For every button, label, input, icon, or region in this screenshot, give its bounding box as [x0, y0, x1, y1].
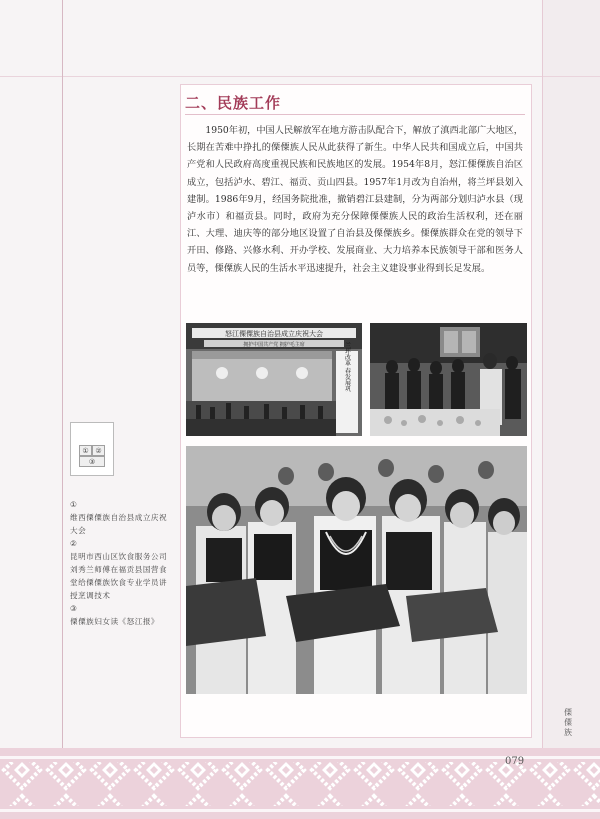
caption-number-2: ② [70, 539, 78, 548]
diagram-cell-3: ③ [79, 456, 105, 467]
banner-text: 怒江傈僳族自治县成立庆祝大会 [225, 330, 323, 338]
photo-founding-ceremony [186, 323, 362, 436]
top-rule [0, 76, 600, 77]
caption-number-1: ① [70, 500, 78, 509]
page-number: 079 [505, 756, 525, 767]
diagram-cell-2: ② [92, 445, 105, 456]
heading-rule [185, 114, 525, 115]
chapter-side-label: 傈僳族 [564, 708, 572, 737]
photo-women-reading [186, 446, 527, 694]
gutter-rule [62, 0, 63, 748]
caption-number-3: ③ [70, 604, 78, 613]
banner-subtext: 拥护中国共产党 拥护毛主席 [243, 342, 305, 348]
right-margin-strip [543, 0, 600, 748]
section-paragraph: 1950年初，中国人民解放军在地方游击队配合下，解放了滇西北部广大地区，长期在苦难中挣扎的傈僳族人民从此获得了新生。中华人民共和国成立后，中国共产党和人民政府高度重视民族和民族地区的发展。1954年8月，怒江傈僳族自治区成立，包括泸水、碧江、福贡、贡山四县。1957年1月改为自治州，将兰坪县划入建制。1986年9月，经国务院批准，撤销碧江县建制，分为两部分划归泸水县（现泸水市）和福贡县。同时，政府为充分保障傈僳族人民的政治生活权利，还在丽江、大理、迪庆等的部分地区设置了自治县及傈僳族乡。傈僳族群众在党的领导下开田、修路、兴修水利、开办学校、发展商业、大力培养本民族领导干部和医务人员等，傈僳族人民的生活水平迅速提升，社会主义建设事业得到长足发展。 [187, 125, 523, 274]
photo-captions [70, 498, 170, 628]
caption-2: 昆明市西山区饮食服务公司刘秀兰师傅在福贡县国营食堂给傈僳族饮食专业学员讲授烹调技术 [70, 552, 168, 600]
caption-1: 维西傈僳族自治县成立庆祝大会 [70, 513, 168, 535]
vertical-banner-text: 兰坪改革 春发展巩 [343, 342, 351, 392]
right-rule [542, 0, 543, 748]
photo-cooking-lesson [370, 323, 527, 436]
caption-3: 傈僳族妇女读《怒江报》 [70, 617, 160, 626]
section-heading: 二、民族工作 [185, 94, 282, 112]
diagram-cell-1: ① [79, 445, 92, 456]
photo-layout-diagram [70, 422, 114, 476]
